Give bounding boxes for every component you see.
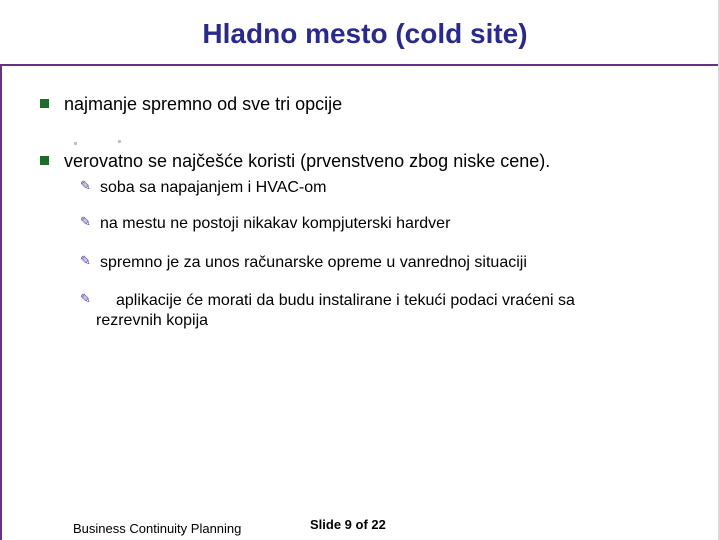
bullet-text: verovatno se najčešće koristi (prvenstveno zbog niske cene). — [64, 151, 551, 171]
sub-item-text: na mestu ne postoji nikakav kompjuterski hardver — [100, 215, 451, 232]
left-border — [0, 64, 2, 540]
green-square-bullet-icon — [40, 156, 49, 165]
sub-item — [80, 178, 640, 198]
title-divider — [0, 64, 720, 66]
pen-pointer-icon: ✎ — [80, 291, 91, 306]
decorative-dots — [72, 139, 132, 145]
sub-item — [80, 291, 640, 331]
sub-item — [80, 253, 640, 273]
dot-mark — [118, 140, 121, 143]
sub-item-text: aplikacije će morati da budu instalirane i tekući podaci vraćeni sa rezrevnih kopija — [96, 292, 575, 329]
sub-item-text: spremno je za unos računarske opreme u vanrednoj situaciji — [100, 254, 527, 271]
footer-slide-number: Slide 9 of 22 — [310, 517, 386, 532]
sub-item-text: soba sa napajanjem i HVAC-om — [100, 179, 327, 196]
dot-mark — [74, 142, 77, 145]
bullet-text: najmanje spremno od sve tri opcije — [64, 94, 343, 114]
pen-pointer-icon: ✎ — [80, 253, 91, 268]
green-square-bullet-icon — [40, 99, 49, 108]
sub-item — [80, 214, 640, 234]
pen-pointer-icon: ✎ — [80, 214, 91, 229]
slide-title: Hladno mesto (cold site) — [202, 18, 528, 49]
pen-pointer-icon: ✎ — [80, 178, 91, 193]
footer-course-title: Business Continuity Planning — [73, 521, 242, 536]
